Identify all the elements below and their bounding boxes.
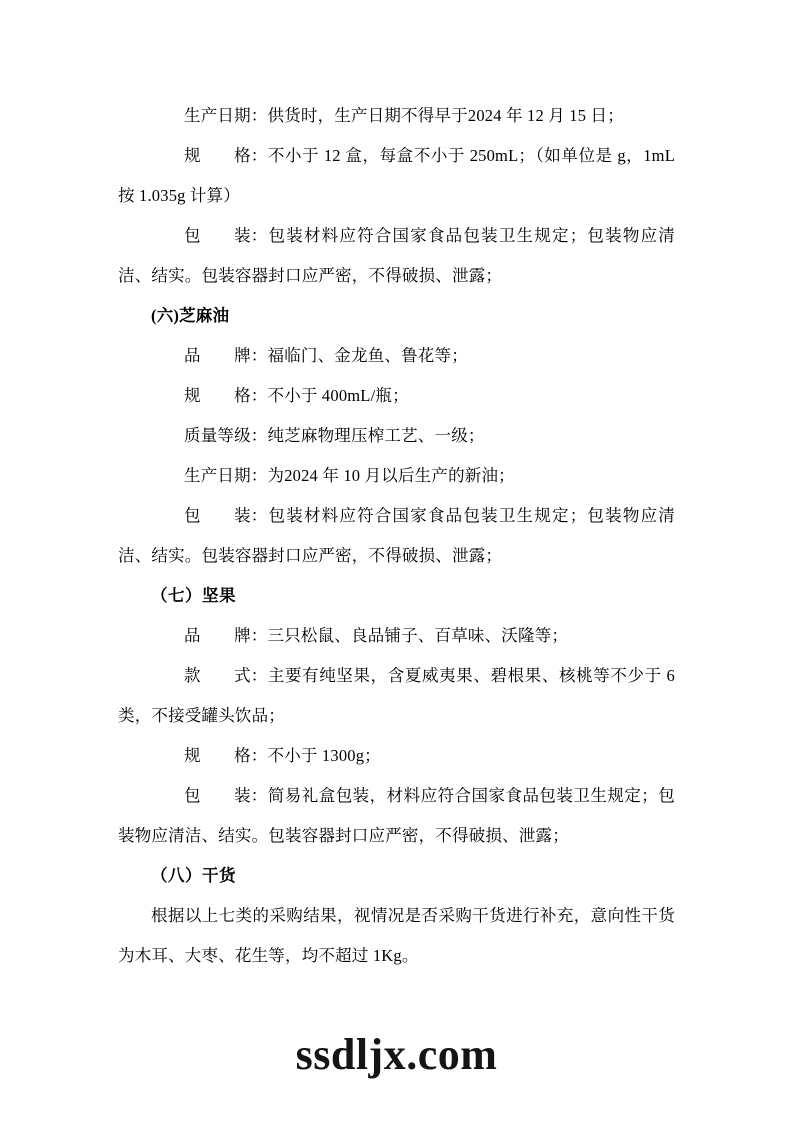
spec-label: 规 格： [184,386,268,405]
spec-text: 包装材料应符合国家食品包装卫生规定；包装物应清洁、结实。包装容器封口应严密，不得破损、泄露； [118,506,675,565]
spec-label: 规 格： [184,746,268,765]
spec-line [118,416,675,456]
spec-text: 根据以上七类的采购结果，视情况是否采购干货进行补充，意向性干货为木耳、大枣、花生等，均不超过 1Kg。 [118,906,675,965]
spec-text: 简易礼盒包装，材料应符合国家食品包装卫生规定；包装物应清洁、结实。包装容器封口应严密，不得破损、泄露； [118,786,675,845]
spec-text: 不小于 400mL/瓶； [267,386,409,405]
spec-label: 规 格： [184,146,268,165]
spec-label: 质量等级： [184,426,268,445]
spec-line [118,776,675,856]
spec-text: 不小于 12 盒，每盒不小于 250mL；（如单位是 g，1mL 按 1.035g 计算） [118,146,675,205]
spec-text: 三只松鼠、良品铺子、百草味、沃隆等； [267,626,569,645]
spec-label: 款 式： [184,666,268,685]
spec-line [118,736,675,776]
spec-label: 品 牌： [184,346,268,365]
spec-label: 包 装： [184,506,268,525]
section-heading-text: （七）坚果 [151,586,236,605]
spec-text: 纯芝麻物理压榨工艺、一级； [267,426,485,445]
spec-line [118,896,675,976]
spec-text: 主要有纯坚果，含夏威夷果、碧根果、核桃等不少于 6 类，不接受罐头饮品； [118,666,675,725]
spec-line [118,216,675,296]
spec-line [118,376,675,416]
spec-text: 供货时，生产日期不得早于2024 年 12 月 15 日； [267,106,624,125]
section-heading [118,296,675,336]
spec-line [118,96,675,136]
spec-line [118,136,675,216]
watermark: ssdljx.com [295,1030,498,1079]
spec-label: 品 牌： [184,626,268,645]
section-heading-text: (六)芝麻油 [151,306,230,325]
spec-text: 包装材料应符合国家食品包装卫生规定；包装物应清洁、结实。包装容器封口应严密，不得破损、泄露； [118,226,675,285]
section-heading [118,856,675,896]
spec-text: 福临门、金龙鱼、鲁花等； [267,346,468,365]
spec-label: 包 装： [184,786,268,805]
section-heading-text: （八）干货 [151,866,236,885]
spec-line [118,456,675,496]
spec-text: 不小于 1300g； [267,746,381,765]
spec-line [118,616,675,656]
spec-text: 为2024 年 10 月以后生产的新油； [267,466,515,485]
spec-line [118,656,675,736]
spec-label: 生产日期： [184,466,268,485]
spec-line [118,496,675,576]
spec-label: 生产日期： [184,106,268,125]
spec-label: 包 装： [184,226,268,245]
spec-line [118,336,675,376]
document-body [118,96,675,976]
section-heading [118,576,675,616]
